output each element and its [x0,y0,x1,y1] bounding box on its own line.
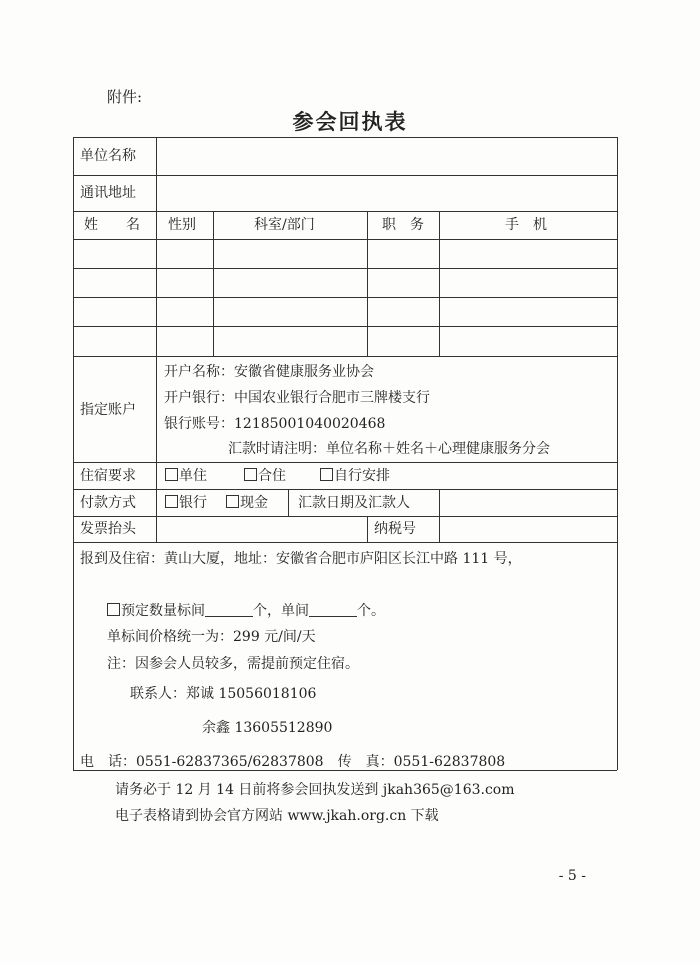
table-line [439,211,440,356]
table-line [73,211,617,212]
table-line [213,211,214,356]
table-line [288,489,289,516]
submission-deadline: 请务必于 12 月 14 日前将参会回执发送到 jkah365@163.com [115,782,515,798]
table-line [439,516,440,542]
checkbox[interactable] [244,468,257,481]
invoice-label: 发票抬头 [80,521,136,537]
remit-date-label: 汇款日期及汇款人 [298,495,410,511]
download-note: 电子表格请到协会官方网站 www.jkah.org.cn 下载 [115,808,439,824]
mobile-header: 手 机 [505,217,547,233]
account-bank: 开户银行：中国农业银行合肥市三牌楼支行 [164,390,430,406]
lodging-option-shared[interactable]: 合住 [244,466,286,486]
table-line [367,516,368,542]
table-line [73,268,617,269]
attachment-label: 附件: [107,88,143,106]
room-price: 单标间价格统一为：299 元/间/天 [107,629,316,645]
account-label: 指定账户 [80,402,136,418]
contact-line-1: 联系人：郑诚 15056018106 [130,686,317,702]
account-name: 开户名称：安徽省健康服务业协会 [164,364,374,380]
table-line [73,356,617,357]
lodging-option-single[interactable]: 单住 [165,466,207,486]
reservation-line: 预定数量标间 个，单间 个。 [107,600,385,620]
checkin-location: 报到及住宿：黄山大厦，地址：安徽省合肥市庐阳区长江中路 111 号， [80,551,522,567]
table-line [73,175,617,176]
checkbox[interactable] [226,495,239,508]
table-line [73,326,617,327]
table-line [439,489,440,516]
form-title: 参会回执表 [292,109,408,134]
checkbox[interactable] [165,495,178,508]
single-room-count-blank[interactable] [309,602,357,617]
address-label: 通讯地址 [80,185,136,201]
checkbox[interactable] [165,468,178,481]
unit-name-label: 单位名称 [80,148,136,164]
lodging-note: 注：因参会人员较多，需提前预定住宿。 [107,656,359,672]
lodging-option-self[interactable]: 自行安排 [320,466,390,486]
table-line [73,297,617,298]
table-line [73,137,74,770]
table-line [617,137,618,770]
checkbox[interactable] [107,603,120,616]
table-line [73,489,617,490]
lodging-label: 住宿要求 [80,468,136,484]
position-header: 职 务 [382,217,424,233]
tax-number-label: 纳税号 [374,521,416,537]
checkbox[interactable] [320,468,333,481]
page-number: - 5 - [558,868,586,884]
payment-option-cash[interactable]: 现金 [226,493,268,513]
table-line [73,516,617,517]
payment-option-bank[interactable]: 银行 [165,493,207,513]
table-line [156,137,157,542]
account-number: 银行账号：12185001040020468 [164,416,386,432]
phone-fax: 电 话：0551-62837365/62837808 传 真：0551-62837808 [80,754,506,770]
standard-room-count-blank[interactable] [205,602,253,617]
payment-label: 付款方式 [80,495,136,511]
contact-line-2: 余鑫 13605512890 [202,720,333,736]
table-line [367,211,368,356]
name-header: 姓 名 [84,217,140,233]
table-line [73,137,617,138]
table-line [73,542,617,543]
table-line [73,462,617,463]
table-line [73,239,617,240]
remit-note: 汇款时请注明：单位名称＋姓名＋心理健康服务分会 [228,441,550,457]
gender-header: 性别 [168,217,196,233]
department-header: 科室/部门 [254,217,315,233]
